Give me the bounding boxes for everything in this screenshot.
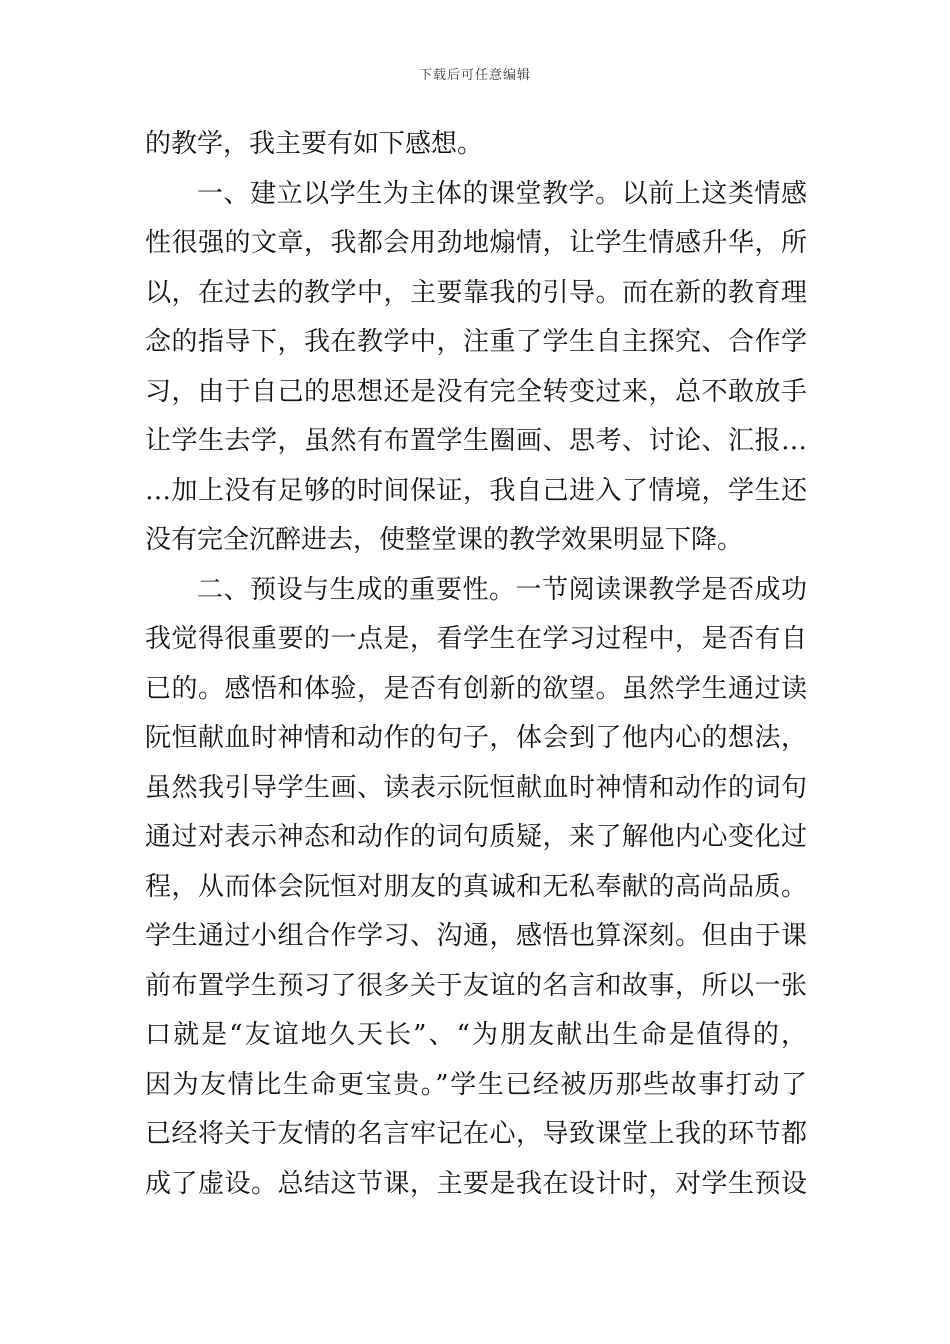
text-line: 性很强的文章，我都会用劲地煽情，让学生情感升华，所	[145, 228, 807, 258]
text-line: 阮恒献血时神情和动作的句子，体会到了他内心的想法，	[145, 723, 807, 753]
page-header: 下载后可任意编辑	[418, 68, 531, 83]
document-body	[145, 120, 807, 1209]
text-line: …加上没有足够的时间保证，我自己进入了情境，学生还	[145, 475, 807, 506]
text-line: 以，在过去的教学中，主要靠我的引导。而在新的教育理	[145, 277, 807, 308]
text-line: 念的指导下，我在教学中，注重了学生自主探究、合作学	[145, 327, 807, 357]
text-line: 因为友情比生命更宝贵。”学生已经被历那些故事打动了	[145, 1069, 807, 1100]
text-line: 前布置学生预习了很多关于友谊的名言和故事，所以一张	[145, 970, 807, 1001]
text-line: 通过对表示神态和动作的词句质疑，来了解他内心变化过	[145, 822, 807, 852]
text-line: 已经将关于友情的名言牢记在心，导致课堂上我的环节都	[145, 1119, 807, 1149]
text-line: 习，由于自己的思想还是没有完全转变过来，总不敢放手	[145, 376, 807, 407]
text-line: 让学生去学，虽然有布置学生圈画、思考、讨论、汇报…	[145, 426, 807, 456]
text-line: 口就是“友谊地久天长”、“为朋友献出生命是值得的，	[145, 1020, 807, 1050]
text-line: 虽然我引导学生画、读表示阮恒献血时神情和动作的词句	[145, 772, 807, 803]
text-line: 成了虚设。总结这节课，主要是我在设计时，对学生预设	[145, 1168, 807, 1199]
text-line: 我觉得很重要的一点是，看学生在学习过程中，是否有自	[145, 624, 807, 654]
text-line: 程，从而体会阮恒对朋友的真诚和无私奉献的高尚品质。	[145, 871, 807, 902]
text-line: 已的。感悟和体验，是否有创新的欲望。虽然学生通过读	[145, 673, 807, 704]
text-line: 没有完全沉醉进去，使整堂课的教学效果明显下降。	[145, 525, 744, 555]
paragraph-first-line: 二、预设与生成的重要性。一节阅读课教学是否成功	[197, 574, 807, 605]
text-line: 学生通过小组合作学习、沟通，感悟也算深刻。但由于课	[145, 921, 807, 951]
paragraph-first-line: 一、建立以学生为主体的课堂教学。以前上这类情感	[197, 178, 807, 209]
text-line: 的教学，我主要有如下感想。	[145, 129, 484, 159]
